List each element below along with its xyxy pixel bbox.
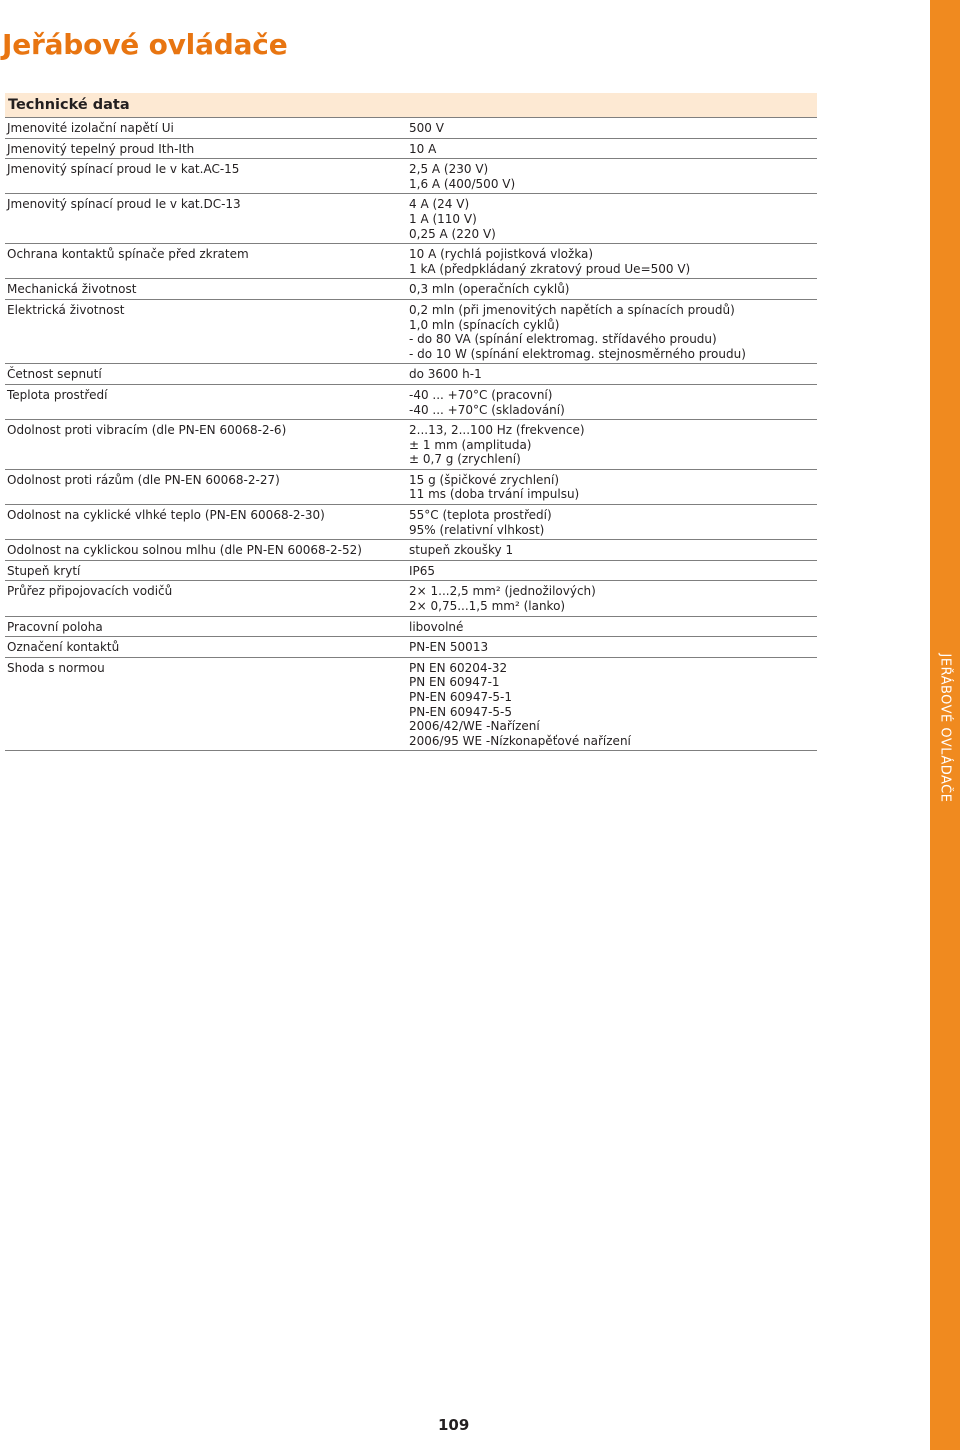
table-row: [5, 561, 817, 582]
spec-value: [409, 640, 817, 655]
spec-value-line: libovolné: [409, 619, 464, 634]
spec-value-line: 1 kA (předpkládaný zkratový proud Ue=500 V): [409, 261, 691, 276]
table-row: [5, 637, 817, 658]
spec-label: Průřez připojovacích vodičů: [7, 584, 173, 599]
spec-value: [409, 367, 817, 382]
table-row: [5, 420, 817, 470]
table-row: [5, 194, 817, 244]
spec-value: [409, 661, 817, 749]
spec-value-line: do 3600 h-1: [409, 367, 482, 382]
spec-value-line: PN-EN 50013: [409, 640, 489, 655]
spec-value-line: stupeň zkoušky 1: [409, 543, 514, 558]
spec-value-line: 4 A (24 V): [409, 197, 470, 212]
spec-label: Odolnost proti vibracím (dle PN-EN 60068-2-6): [7, 423, 287, 438]
spec-value-line: 2006/95 WE -Nízkonapěťové nařízení: [409, 733, 631, 748]
page-title: Jeřábové ovládače: [2, 28, 288, 61]
spec-value-line: 15 g (špičkové zrychlení): [409, 472, 560, 487]
spec-value-line: 0,2 mln (při jmenovitých napětích a spínacích proudů): [409, 302, 735, 317]
table-row: [5, 279, 817, 300]
spec-label: Pracovní poloha: [7, 619, 103, 634]
spec-value-line: PN EN 60204-32: [409, 660, 508, 675]
spec-value-line: 0,25 A (220 V): [409, 226, 496, 241]
spec-value: [409, 473, 817, 502]
spec-value: [409, 121, 817, 136]
spec-value: [409, 620, 817, 635]
table-row: [5, 617, 817, 638]
table-row: [5, 118, 817, 139]
spec-value-line: ± 0,7 g (zrychlení): [409, 452, 521, 467]
spec-value-line: - do 10 W (spínání elektromag. stejnosměrného proudu): [409, 346, 746, 361]
spec-value-line: 2...13, 2...100 Hz (frekvence): [409, 423, 585, 438]
table-row: [5, 470, 817, 505]
spec-value-line: 10 A: [409, 141, 437, 156]
spec-value-line: 1 A (110 V): [409, 211, 477, 226]
spec-value-line: 2006/42/WE -Nařízení: [409, 719, 540, 734]
spec-value-line: 1,6 A (400/500 V): [409, 176, 516, 191]
spec-label: Elektrická životnost: [7, 302, 125, 317]
spec-label: Stupeň krytí: [7, 563, 81, 578]
spec-label: Ochrana kontaktů spínače před zkratem: [7, 247, 249, 262]
spec-value-line: PN EN 60947-1: [409, 675, 500, 690]
spec-label: Jmenovitý tepelný proud Ith-Ith: [7, 141, 195, 156]
section-sidebar: [930, 0, 960, 1450]
spec-value-line: 11 ms (doba trvání impulsu): [409, 487, 580, 502]
spec-value: [409, 564, 817, 579]
spec-value-line: -40 ... +70°C (skladování): [409, 402, 565, 417]
spec-label: Označení kontaktů: [7, 640, 120, 655]
sidebar-label: JEŘÁBOVÉ OVLÁDAČE: [937, 653, 953, 803]
spec-value: [409, 388, 817, 417]
spec-value-line: 500 V: [409, 121, 444, 135]
spec-table-header: Technické data: [5, 93, 817, 118]
spec-value-line: 10 A (rychlá pojistková vložka): [409, 247, 594, 262]
table-row: [5, 505, 817, 540]
spec-value: [409, 508, 817, 537]
spec-label: Jmenovitý spínací proud Ie v kat.DC-13: [7, 197, 241, 212]
spec-table: [5, 93, 817, 751]
spec-label: Jmenovitý spínací proud Ie v kat.AC-15: [7, 162, 240, 177]
table-row: [5, 300, 817, 364]
spec-label: Četnost sepnutí: [7, 367, 102, 382]
spec-value-line: 1,0 mln (spínacích cyklů): [409, 317, 560, 332]
spec-value-line: PN-EN 60947-5-1: [409, 690, 513, 704]
spec-value: [409, 197, 817, 241]
table-row: [5, 364, 817, 385]
table-row: [5, 540, 817, 561]
spec-value-line: ± 1 mm (amplituda): [409, 437, 532, 452]
table-row: [5, 658, 817, 752]
spec-label: Odolnost proti rázům (dle PN-EN 60068-2-27): [7, 472, 280, 487]
spec-value-line: 2× 0,75...1,5 mm² (lanko): [409, 599, 566, 614]
spec-value: [409, 282, 817, 297]
spec-table-body: [5, 118, 817, 751]
table-row: [5, 159, 817, 194]
table-row: [5, 385, 817, 420]
table-row: [5, 244, 817, 279]
spec-value-line: -40 ... +70°C (pracovní): [409, 387, 553, 402]
spec-value: [409, 303, 817, 361]
spec-label: Mechanická životnost: [7, 282, 137, 297]
spec-value-line: IP65: [409, 563, 436, 578]
spec-value: [409, 162, 817, 191]
table-row: [5, 139, 817, 160]
spec-label: Odolnost na cyklickou solnou mlhu (dle PN-EN 60068-2-52): [7, 543, 362, 558]
spec-label: Shoda s normou: [7, 660, 105, 675]
spec-value-line: 0,3 mln (operačních cyklů): [409, 282, 570, 297]
spec-value-line: 2,5 A (230 V): [409, 162, 489, 177]
spec-label: Jmenovité izolační napětí Ui: [7, 121, 174, 135]
spec-value-line: - do 80 VA (spínání elektromag. střídavého proudu): [409, 332, 717, 347]
page-number: 109: [438, 1416, 470, 1434]
spec-value: [409, 247, 817, 276]
spec-value-line: 2× 1...2,5 mm² (jednožilových): [409, 584, 596, 599]
spec-label: Teplota prostředí: [7, 387, 108, 402]
spec-value: [409, 543, 817, 558]
spec-value: [409, 142, 817, 157]
table-row: [5, 581, 817, 616]
spec-value: [409, 423, 817, 467]
spec-value-line: 55°C (teplota prostředí): [409, 508, 552, 523]
spec-value-line: 95% (relativní vlhkost): [409, 522, 545, 537]
spec-value: [409, 584, 817, 613]
spec-label: Odolnost na cyklické vlhké teplo (PN-EN 60068-2-30): [7, 508, 325, 523]
spec-value-line: PN-EN 60947-5-5: [409, 704, 513, 719]
